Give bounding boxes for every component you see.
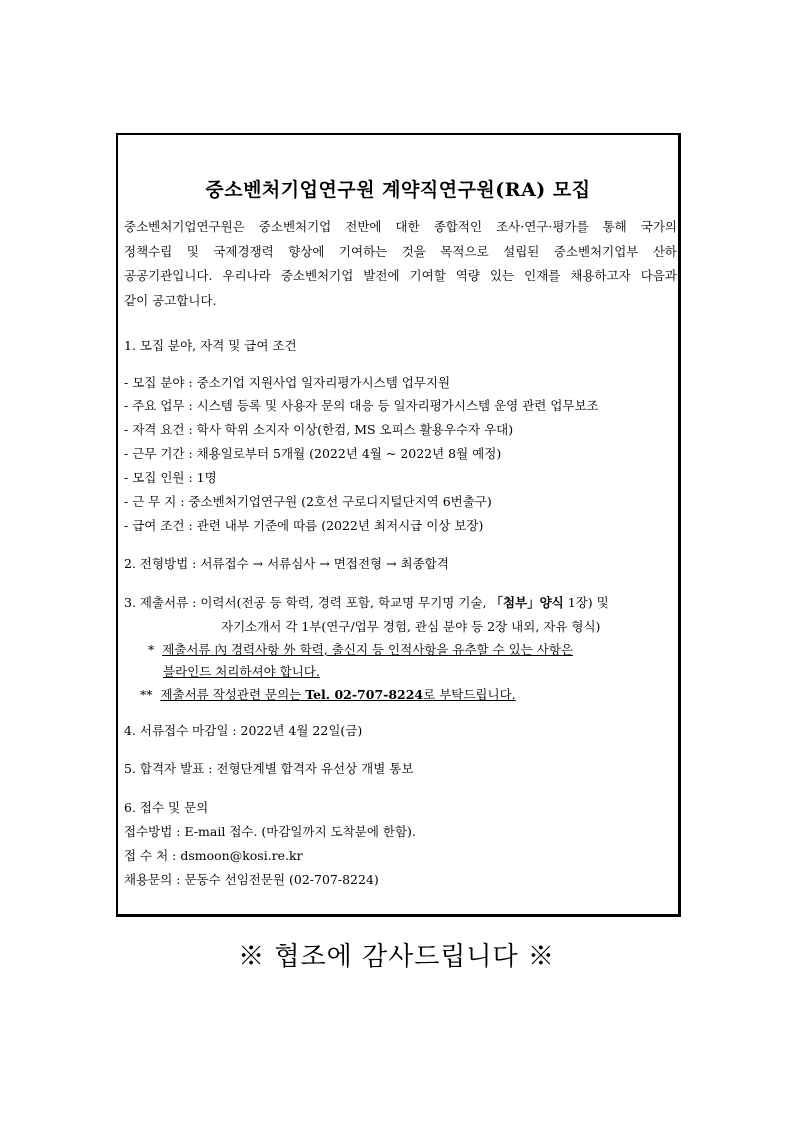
notice-title: 중소벤처기업연구원 계약직연구원(RA) 모집 [205,179,591,201]
section-5-announcement: 5. 합격자 발표 : 전형단계별 합격자 유선상 개별 통보 [124,761,414,776]
documents-line-2: 자기소개서 각 1부(연구/업무 경험, 관심 분야 등 2장 내외, 자유 형식) [221,619,601,634]
intro-line: 중소벤처기업연구원은 중소벤처기업 전반에 대한 종합적인 조사·연구·평가를 통해 국가의 [124,219,677,234]
attachment-form-label: 「첨부」양식 [490,595,564,610]
section-3-documents [124,593,609,611]
note-1-text: 제출서류 內 경력사항 外 학력, 출신지 등 인적사항을 유추할 수 있는 사항은 [162,642,573,657]
contact-info: 채용문의 : 문동수 선임전문원 (02-707-8224) [124,872,379,887]
list-item: - 자격 요건 : 학사 학위 소지자 이상(한컴, MS 오피스 활용우수자 우대) [124,422,514,437]
intro-paragraph [124,215,677,313]
thanks-footer: ※ 협조에 감사드립니다 ※ [238,942,555,972]
notice-box [116,133,681,917]
section-2-selection: 2. 전형방법 : 서류접수 → 서류심사 → 면접전형 → 최종합격 [124,556,449,571]
list-item: - 모집 분야 : 중소기업 지원사업 일자리평가시스템 업무지원 [124,375,451,390]
intro-line: 같이 공고합니다. [124,292,217,308]
note-2-pre: 제출서류 작성관련 문의는 [160,687,306,702]
intro-line: 공공기관입니다. 우리나라 중소벤처기업 발전에 기여할 역량 있는 인재를 채용하고자 다음과 [124,268,677,283]
section-4-deadline: 4. 서류접수 마감일 : 2022년 4월 22일(금) [124,723,363,738]
documents-text: 1장) 및 [563,595,609,610]
list-item: - 근 무 지 : 중소벤처기업연구원 (2호선 구로디지털단지역 6번출구) [124,494,492,509]
note-2-post: 로 부탁드립니다. [423,687,516,702]
note-1-text-cont: 블라인드 처리하셔야 합니다. [163,664,320,679]
intro-line: 정책수립 및 국제경쟁력 향상에 기여하는 것을 목적으로 설립된 중소벤처기업부 산하 [124,243,677,259]
note-mark: * [148,642,155,657]
note-2-text [160,687,515,702]
phone-number: Tel. 02-707-8224 [305,687,424,702]
application-address: 접 수 처 : dsmoon@kosi.re.kr [124,848,303,863]
list-item: - 주요 업무 : 시스템 등록 및 사용자 문의 대응 등 일자리평가시스템 운영 관련 업무보조 [124,398,599,413]
application-method: 접수방법 : E-mail 접수. (마감일까지 도착분에 한함). [124,824,416,839]
list-item: - 근무 기간 : 채용일로부터 5개월 (2022년 4월 ~ 2022년 8월 예정) [124,446,502,461]
list-item: - 모집 인원 : 1명 [124,470,217,485]
note-mark: ** [140,687,153,702]
list-item: - 급여 조건 : 관련 내부 기준에 따름 (2022년 최저시급 이상 보장) [124,518,484,533]
documents-text: 3. 제출서류 : 이력서(전공 등 학력, 경력 포함, 학교명 무기명 기술, [124,595,491,610]
note-2 [140,685,516,703]
note-1 [148,640,573,658]
section-6-heading: 6. 접수 및 문의 [124,800,209,815]
section-1-heading: 1. 모집 분야, 자격 및 급여 조건 [124,338,297,353]
